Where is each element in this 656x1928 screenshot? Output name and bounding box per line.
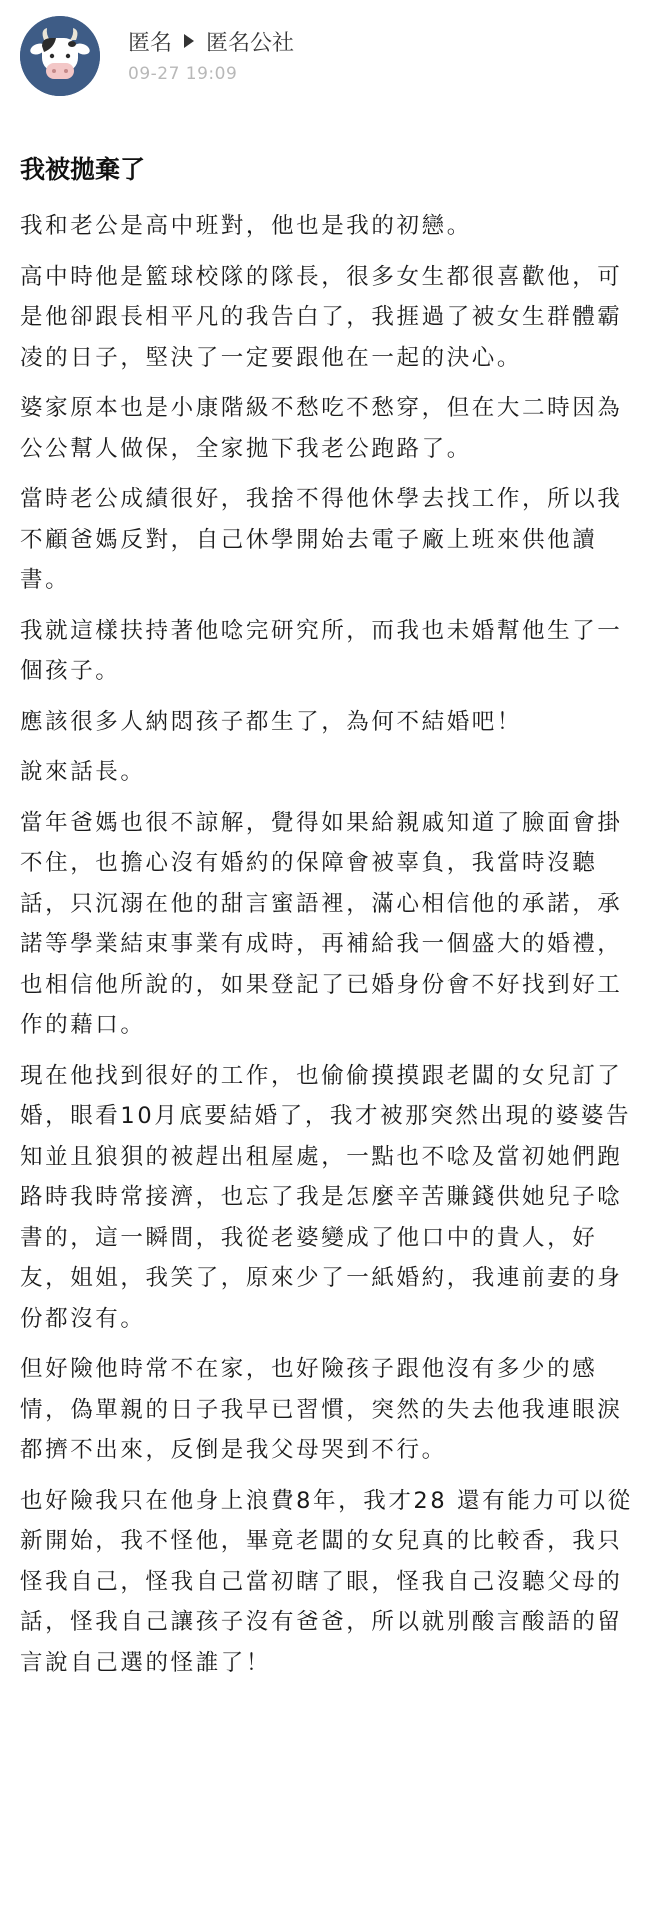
author-avatar[interactable] xyxy=(20,16,100,96)
post-paragraph: 說來話長。 xyxy=(20,759,146,785)
post-header xyxy=(0,0,656,120)
author-board-line xyxy=(128,26,294,56)
author-name[interactable]: 匿名 xyxy=(128,30,173,56)
post-paragraph: 應該很多人納悶孩子都生了，為何不結婚吧！ xyxy=(20,708,523,735)
post-paragraph: 高中時他是籃球校隊的隊長，很多女生都很喜歡他，可是他卻跟長相平凡的我告白了，我捱過了被女生群體霸凌的日子，堅決了一定要跟他在一起的決心。 xyxy=(20,263,623,371)
post-paragraph: 當時老公成績很好，我捨不得他休學去找工作，所以我不顧爸媽反對，自己休學開始去電子廠上班來供他讀書。 xyxy=(20,486,623,593)
post-paragraph: 也好險我只在他身上浪費8年，我才28 還有能力可以從新開始，我不怪他，畢竟老闆的女兒真的比較香，我只怪我自己，怪我自己當初瞎了眼，怪我自己沒聽父母的話，怪我自己讓孩子沒有爸爸，所以就別酸言酸語的留言說自己選的怪誰了！ xyxy=(20,1487,633,1676)
post-timestamp: 09-27 19:09 xyxy=(128,64,238,84)
post-paragraph: 但好險他時常不在家，也好險孩子跟他沒有多少的感情，偽單親的日子我早已習慣，突然的失去他我連眼淚都擠不出來，反倒是我父母哭到不行。 xyxy=(20,1356,623,1463)
post-body xyxy=(20,206,640,1683)
post-paragraph: 我和老公是高中班對，他也是我的初戀。 xyxy=(20,213,472,239)
post-paragraph: 當年爸媽也很不諒解，覺得如果給親戚知道了臉面會掛不住，也擔心沒有婚約的保障會被辜負，我當時沒聽話，只沉溺在他的甜言蜜語裡，滿心相信他的承諾，承諾等學業結束事業有成時，再補給我一個盛大的婚禮，也相信他所說的，如果登記了已婚身份會不好找到好工作的藉口。 xyxy=(20,809,623,1038)
post-paragraph: 婆家原本也是小康階級不愁吃不愁穿，但在大二時因為公公幫人做保，全家拋下我老公跑路了。 xyxy=(20,395,623,462)
post-title: 我被拋棄了 xyxy=(20,155,146,184)
board-name[interactable]: 匿名公社 xyxy=(206,30,295,56)
triangle-right-icon xyxy=(182,32,196,50)
cow-face-avatar-icon xyxy=(20,16,100,96)
post-paragraph: 現在他找到很好的工作，也偷偷摸摸跟老闆的女兒訂了婚，眼看10月底要結婚了，我才被那突然出現的婆婆告知並且狼狽的被趕出租屋處，一點也不唸及當初她們跑路時我時常接濟，也忘了我是怎麼辛苦賺錢供她兒子唸書的，這一瞬間，我從老婆變成了他口中的貴人，好友，姐姐，我笑了，原來少了一紙婚約，我連前妻的身份都沒有。 xyxy=(20,1062,632,1332)
post-paragraph: 我就這樣扶持著他唸完研究所，而我也未婚幫他生了一個孩子。 xyxy=(20,617,623,684)
